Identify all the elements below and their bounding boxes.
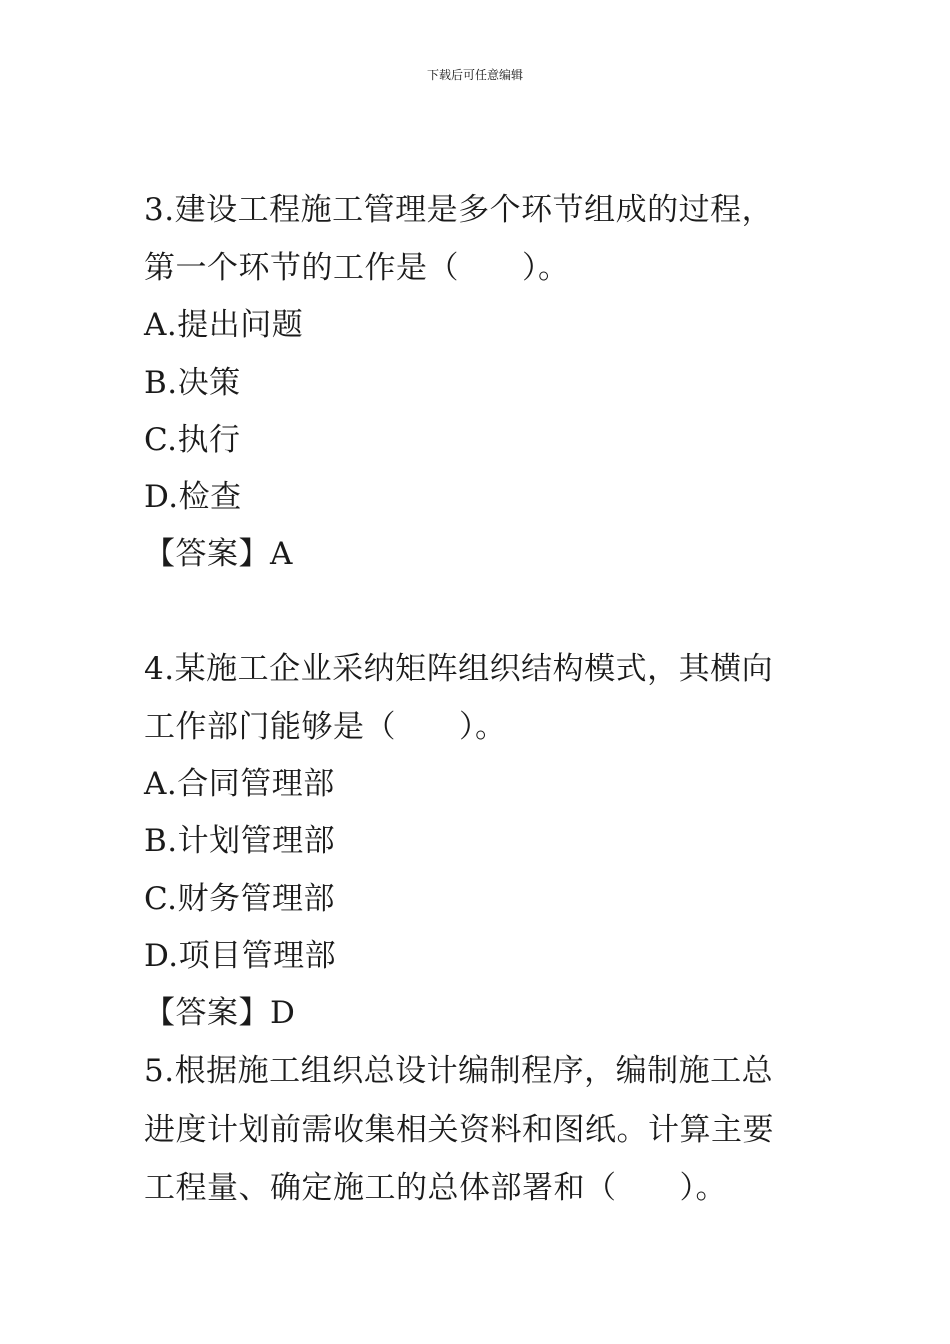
- page-header-note: 下载后可任意编辑: [426, 68, 523, 82]
- q3-option-a: A.提出问题: [144, 307, 304, 343]
- q4-option-b: B.计划管理部: [144, 823, 336, 859]
- q4-option-a: A.合同管理部: [144, 766, 335, 802]
- q5-stem-line2: 进度计划前需收集相关资料和图纸。计算主要: [144, 1112, 774, 1148]
- q3-answer: 【答案】A: [144, 536, 293, 572]
- q4-answer: 【答案】D: [144, 995, 296, 1031]
- q4-option-d: D.项目管理部: [144, 938, 337, 974]
- q5-stem-line1: 5.根据施工组织总设计编制程序，编制施工总: [144, 1053, 774, 1089]
- q5-stem-line3: 工程量、确定施工的总体部署和（ ）。: [144, 1170, 727, 1206]
- q4-option-c: C.财务管理部: [144, 881, 335, 917]
- q3-stem-line2: 第一个环节的工作是（ ）。: [144, 250, 570, 286]
- q4-stem-line2: 工作部门能够是（ ）。: [144, 709, 507, 745]
- q3-option-c: C.执行: [144, 422, 241, 458]
- q3-option-b: B.决策: [144, 365, 241, 401]
- q4-stem-line1: 4.某施工企业采纳矩阵组织结构模式，其横向: [144, 651, 774, 687]
- q3-stem-line1: 3.建设工程施工管理是多个环节组成的过程，: [144, 192, 774, 228]
- q3-option-d: D.检查: [144, 479, 242, 515]
